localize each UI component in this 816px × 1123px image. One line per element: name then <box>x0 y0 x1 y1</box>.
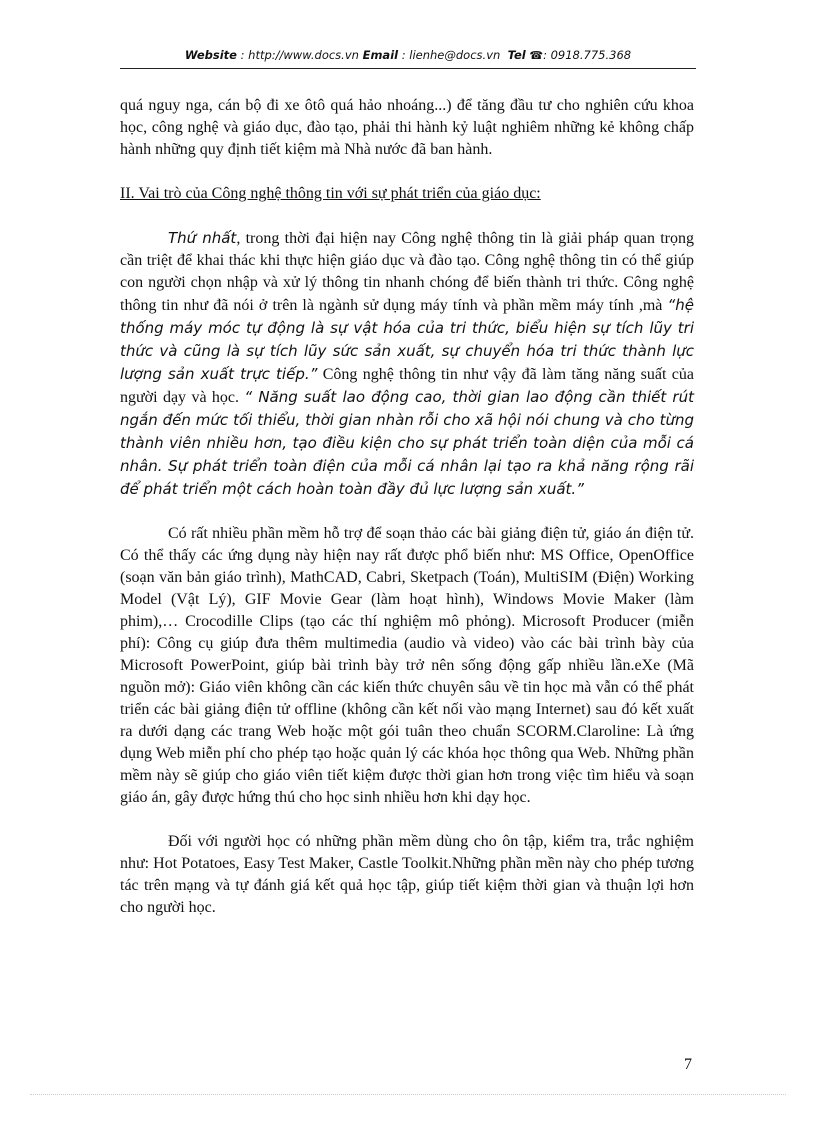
website-separator: : <box>236 48 249 62</box>
page-number: 7 <box>684 1056 692 1073</box>
paragraph-3: Có rất nhiều phần mềm hỗ trợ để soạn thảo các bài giảng điện tử, giáo án điện tử. Có thể thấy các ứng dụng này hiện nay rất được phổ biến như: MS Office, OpenOffice (soạn văn bản giáo trình), MathCAD, Cabri, Sketpach (Toán), MultiSIM (Điện) Working Model (Vật Lý), GIF Movie Gear (làm hoạt hình), Windows Movie Maker (làm phim),… Crocodille Clips (tạo các thí nghiệm mô phỏng). Microsoft Producer (miễn phí): Công cụ giúp đưa thêm multimedia (audio và video) vào các bài trình bày của Microsoft PowerPoint, giúp bài trình bày trở nên sống động gấp nhiều lần.eXe (Mã nguồn mở): Giáo viên không cần các kiến thức chuyên sâu về tin học mà vẫn có thể phát triển các bài giảng điện tử offline (không cần kết nối vào mạng Internet) sau đó kết xuất ra dưới dạng các trang Web hoặc một gói tuân theo chuẩn SCORM.Claroline: Là ứng dụng Web miễn phí cho phép tạo hoặc quản lý các khóa học thông qua Web. Những phần mềm này sẽ giúp cho giáo viên tiết kiệm được thời gian hơn trong việc tìm hiểu và soạn giáo án, gây được hứng thú cho học sinh nhiều hơn khi dạy học. <box>120 525 694 806</box>
tel-value: : 0918.775.368 <box>543 48 632 62</box>
page-bottom-divider <box>30 1094 786 1095</box>
paragraph-2-lead: Thứ nhất <box>168 229 237 247</box>
paragraph-2-quote-1: “hệ thống máy móc tự động là sự vật hóa của tri thức, biểu hiện sự tích lũy tri thức và cũng là sự tích lũy sức sản xuất, sự chuyển hóa tri thức thành lực lượng sản xuất trực tiếp.” <box>120 296 694 383</box>
paragraph-2-quote-2: “ Năng suất lao động cao, thời gian lao động cần thiết rút ngắn đến mức tối thiểu, thời gian nhàn rỗi cho xã hội nói chung và cho từng thành viên nhiều hơn, tạo điều kiện cho sự phát triển toàn diện của mỗi cá nhân. Sự phát triển toàn điện của mỗi cá nhân lại tạo ra khả năng rộng rãi để phát triển một cách hoàn toàn đầy đủ lực lượng sản xuất.” <box>120 388 694 498</box>
document-body <box>120 95 694 941</box>
paragraph-2 <box>120 227 694 501</box>
paragraph-2-text: , trong thời đại hiện nay Công nghệ thông tin là giải pháp quan trọng cần triệt để khai thác khi thực hiện giáo dục và đào tạo. Công nghệ thông tin có thể giúp con người chọn nhập và xử lý thông tin nhanh chóng để biến thành tri thức. Công nghệ thông tin như đã nói ở trên là ngành sử dụng máy tính và phần mềm máy tính ,mà <box>120 230 695 314</box>
paragraph-1: quá nguy nga, cán bộ đi xe ôtô quá hảo nhoáng...) để tăng đầu tư cho nghiên cứu khoa học, công nghệ và giáo dục, đào tạo, phải thi hành kỷ luật nghiêm những kẻ không chấp hành những quy định tiết kiệm mà Nhà nước đã ban hành. <box>120 97 694 158</box>
website-label: Website <box>184 48 237 62</box>
email-value: lienhe@docs.vn <box>409 48 501 62</box>
header-divider <box>120 68 696 69</box>
section-heading: II. Vai trò của Công nghệ thông tin với sự phát triển của giáo dục: <box>120 185 541 202</box>
paragraph-4: Đối với người học có những phần mềm dùng cho ôn tập, kiểm tra, trắc nghiệm như: Hot Potatoes, Easy Test Maker, Castle Toolkit.Những phần mền này cho phép tương tác trên mạng và tự đánh giá kết quả học tập, giúp tiết kiệm thời gian và thuận lợi hơn cho người học. <box>120 833 694 916</box>
website-url: http://www.docs.vn <box>248 48 359 62</box>
paragraph-2-middle: Công nghệ thông tin như vậy đã làm tăng năng suất của người dạy và học. <box>120 366 694 406</box>
email-separator: : <box>398 48 410 62</box>
email-label: Email <box>362 48 399 62</box>
phone-icon: ☎ <box>529 49 544 62</box>
tel-label: Tel <box>507 48 526 62</box>
